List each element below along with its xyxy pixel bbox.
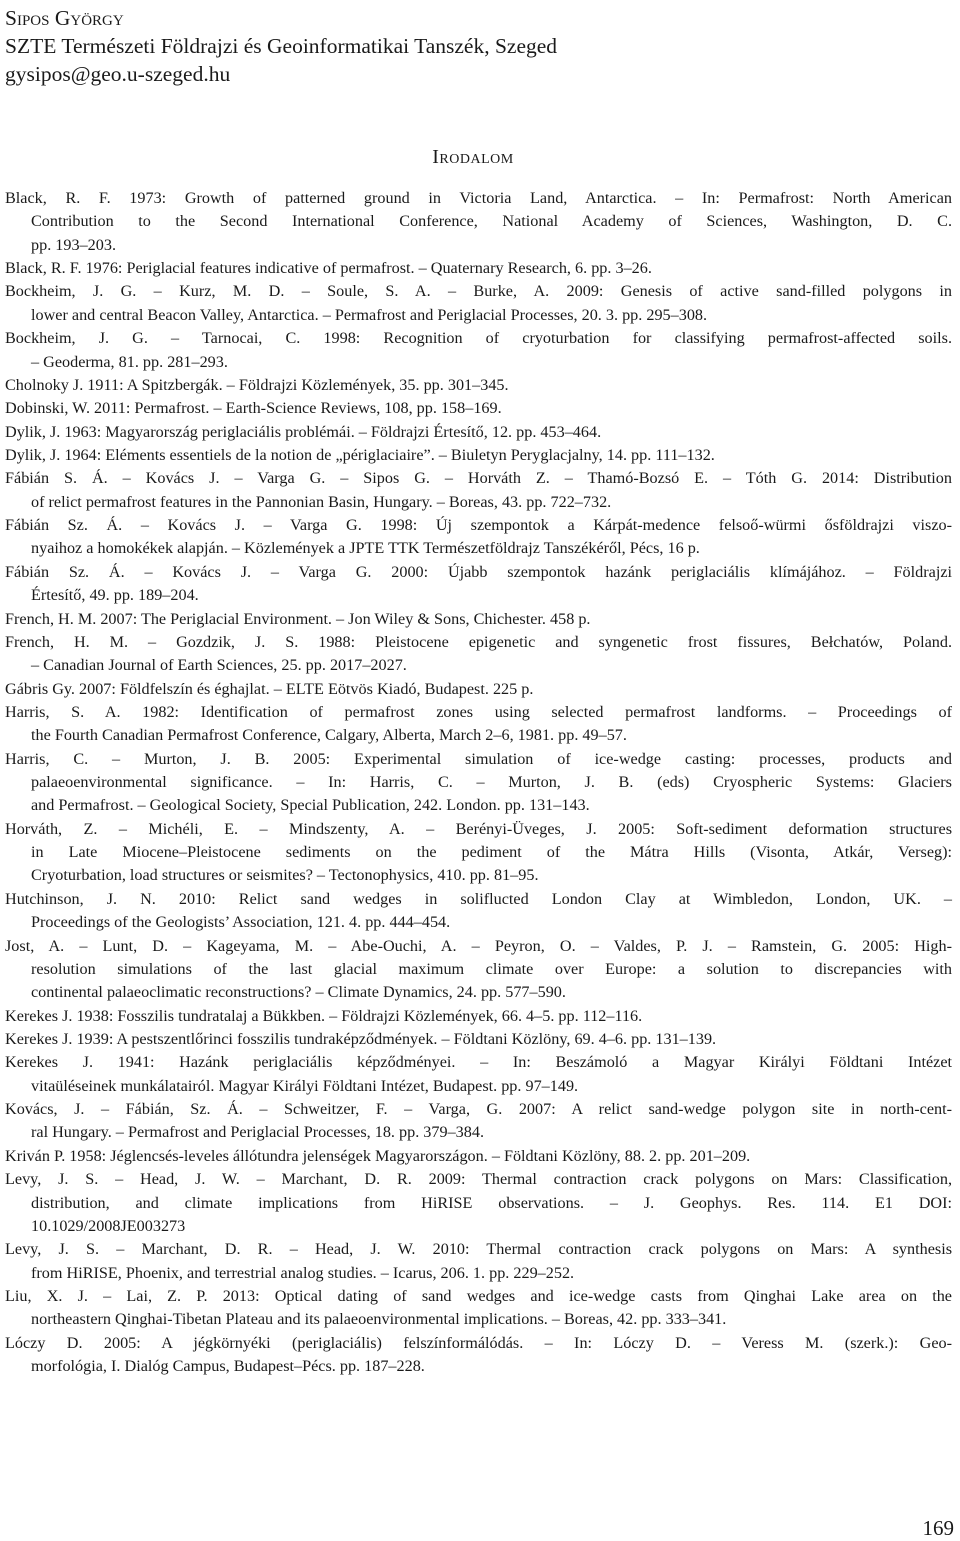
reference-continuation: lower and central Beacon Valley, Antarctica. – Permafrost and Periglacial Processes, 20. 3. pp. 295–308. (31, 305, 708, 324)
reference-entry: Cholnoky J. 1911: A Spitzbergák. – Földrajzi Közlemények, 35. pp. 301–345. (5, 375, 509, 394)
reference-continuation: Cryoturbation, load structures or seismites? – Tectonophysics, 410. pp. 81–95. (31, 866, 539, 885)
reference-continuation: – Canadian Journal of Earth Sciences, 25. pp. 2017–2027. (31, 656, 407, 675)
reference-continuation: ral Hungary. – Permafrost and Periglacial Processes, 18. pp. 379–384. (31, 1123, 484, 1142)
reference-continuation: palaeoenvironmental significance. – In: Harris, C. – Murton, J. B. (eds) Cryospheric Systems: Glaciers (31, 773, 952, 791)
reference-continuation: Contribution to the Second International Conference, National Academy of Sciences, Washington, D. C. (31, 212, 952, 231)
reference-continuation: the Fourth Canadian Permafrost Conference, Calgary, Alberta, March 2–6, 1981. pp. 49–57. (31, 726, 627, 745)
reference-continuation: pp. 193–203. (31, 235, 116, 254)
reference-continuation: distribution, and climate implications from HiRISE observations. – J. Geophys. Res. 114. E1 DOI: (31, 1193, 952, 1212)
reference-entry: Harris, S. A. 1982: Identification of permafrost zones using selected permafrost landforms. – Proceedings of (5, 702, 952, 721)
reference-continuation: Proceedings of the Geologists’ Association, 121. 4. pp. 444–454. (31, 913, 451, 932)
reference-entry: Kovács, J. – Fábián, Sz. Á. – Schweitzer, F. – Varga, G. 2007: A relict sand-wedge polygon site in north-cent- (5, 1100, 952, 1118)
author-email[interactable]: gysipos@geo.u-szeged.hu (5, 62, 231, 86)
reference-continuation: nyaihoz a homokékek alapján. – Közlemények a JPTE TTK Természetföldrajz Tanszékéről, Pécs, 16 p. (31, 539, 700, 558)
reference-entry: Jost, A. – Lunt, D. – Kageyama, M. – Abe-Ouchi, A. – Peyron, O. – Valdes, P. J. – Ramstein, G. 2005: High- (5, 936, 952, 955)
reference-entry: French, H. M. 2007: The Periglacial Environment. – Jon Wiley & Sons, Chichester. 458 p. (5, 609, 591, 628)
reference-entry: Black, R. F. 1973: Growth of patterned ground in Victoria Land, Antarctica. – In: Permafrost: North American (5, 189, 952, 207)
reference-continuation: in Late Miocene–Pleistocene sediments on the pediment of the Mátra Hills (Visonta, Atkár, Verseg): (31, 843, 952, 862)
reference-entry: Liu, X. J. – Lai, Z. P. 2013: Optical dating of sand wedges and ice-wedge casts from Qinghai Lake area on the (5, 1286, 952, 1305)
reference-entry: Kerekes J. 1939: A pestszentlőrinci fosszilis tundraképződmények. – Földtani Közlöny, 69. 4–6. pp. 131–139. (5, 1030, 717, 1048)
reference-entry: Kerekes J. 1941: Hazánk periglaciális képződményei. – In: Beszámoló a Magyar Királyi Földtani Intézet (5, 1053, 952, 1072)
reference-continuation: and Permafrost. – Geological Society, Special Publication, 242. London. pp. 131–143. (31, 796, 590, 815)
reference-entry: Fábián Sz. Á. – Kovács J. – Varga G. 2000: Újabb szempontok hazánk periglaciális klímájához. – Földrajzi (5, 562, 952, 581)
reference-continuation: – Geoderma, 81. pp. 281–293. (31, 352, 228, 371)
author-name: Sipos György (5, 6, 124, 30)
reference-entry: Dobinski, W. 2011: Permafrost. – Earth-Science Reviews, 108, pp. 158–169. (5, 399, 502, 418)
reference-entry: Fábián S. Á. – Kovács J. – Varga G. – Sipos G. – Horváth Z. – Thamó-Bozsó E. – Tóth G. 2014: Distribution (5, 469, 952, 488)
reference-continuation: 10.1029/2008JE003273 (31, 1216, 186, 1235)
reference-entry: Fábián Sz. Á. – Kovács J. – Varga G. 1998: Új szempontok a Kárpát-medence felsoő-würmi ősföldrajzi viszo- (5, 516, 952, 534)
reference-entry: Levy, J. S. – Marchant, D. R. – Head, J. W. 2010: Thermal contraction crack polygons on Mars: A synthesis (5, 1240, 952, 1259)
page-number: 169 (922, 1516, 954, 1540)
reference-entry: Kriván P. 1958: Jéglencsés-leveles állótundra jelenségek Magyarországon. – Földtani Közlöny, 88. 2. pp. 201–209. (5, 1146, 751, 1165)
reference-entry: Bockheim, J. G. – Tarnocai, C. 1998: Recognition of cryoturbation for classifying permafrost-affected soils. (5, 329, 952, 348)
reference-continuation: resolution simulations of the last glacial maximum climate over Europe: a solution to discrepancies with (31, 959, 952, 978)
reference-entry: Gábris Gy. 2007: Földfelszín és éghajlat. – ELTE Eötvös Kiadó, Budapest. 225 p. (5, 679, 534, 698)
author-affiliation: SZTE Természeti Földrajzi és Geoinformatikai Tanszék, Szeged (5, 34, 558, 58)
reference-entry: Bockheim, J. G. – Kurz, M. D. – Soule, S. A. – Burke, A. 2009: Genesis of active sand-filled polygons in (5, 282, 952, 301)
reference-continuation: Értesítő, 49. pp. 189–204. (31, 586, 199, 605)
reference-entry: Hutchinson, J. N. 2010: Relict sand wedges in soliflucted London Clay at Wimbledon, London, UK. – (5, 889, 952, 908)
reference-continuation: of relict permafrost features in the Pannonian Basin, Hungary. – Boreas, 43. pp. 722–732. (31, 492, 612, 511)
author-block (5, 4, 905, 88)
reference-entry: French, H. M. – Gozdzik, J. S. 1988: Pleistocene epigenetic and syngenetic frost fissures, Bełchatów, Poland. (5, 632, 952, 651)
reference-continuation: northeastern Qinghai-Tibetan Plateau and its palaeoenvironmental implications. – Boreas, 42. pp. 333–341. (31, 1310, 727, 1329)
reference-entry: Lóczy D. 2005: A jégkörnyéki (periglaciális) felszínformálódás. – In: Lóczy D. – Veress M. (szerk.): Geo- (5, 1333, 952, 1352)
reference-continuation: continental palaeoclimatic reconstructions? – Climate Dynamics, 24. pp. 577–590. (31, 983, 566, 1002)
reference-continuation: vitaüléseinek munkálatairól. Magyar Királyi Földtani Intézet, Budapest. pp. 97–149. (31, 1076, 579, 1095)
reference-entry: Horváth, Z. – Michéli, E. – Mindszenty, A. – Berényi-Üveges, J. 2005: Soft-sediment deformation structures (5, 819, 952, 838)
reference-entry: Dylik, J. 1964: Eléments essentiels de la notion de „périglaciaire”. – Biuletyn Peryglacjalny, 14. pp. 111–132. (5, 446, 715, 464)
reference-entry: Harris, C. – Murton, J. B. 2005: Experimental simulation of ice-wedge casting: processes, products and (5, 749, 952, 768)
reference-continuation: from HiRISE, Phoenix, and terrestrial analog studies. – Icarus, 206. 1. pp. 229–252. (31, 1263, 575, 1282)
reference-entry: Levy, J. S. – Head, J. W. – Marchant, D. R. 2009: Thermal contraction crack polygons on Mars: Classification, (5, 1170, 952, 1189)
reference-entry: Dylik, J. 1963: Magyarország periglaciális problémái. – Földrajzi Értesítő, 12. pp. 453–464. (5, 422, 602, 441)
reference-entry: Black, R. F. 1976: Periglacial features indicative of permafrost. – Quaternary Research, 6. pp. 3–26. (5, 259, 652, 278)
reference-entry: Kerekes J. 1938: Fosszilis tundratalaj a Bükkben. – Földrajzi Közlemények, 66. 4–5. pp. 112–116. (5, 1006, 643, 1025)
section-title: Irodalom (432, 146, 514, 168)
reference-continuation: morfológia, I. Dialóg Campus, Budapest–Pécs. pp. 187–228. (31, 1357, 425, 1375)
